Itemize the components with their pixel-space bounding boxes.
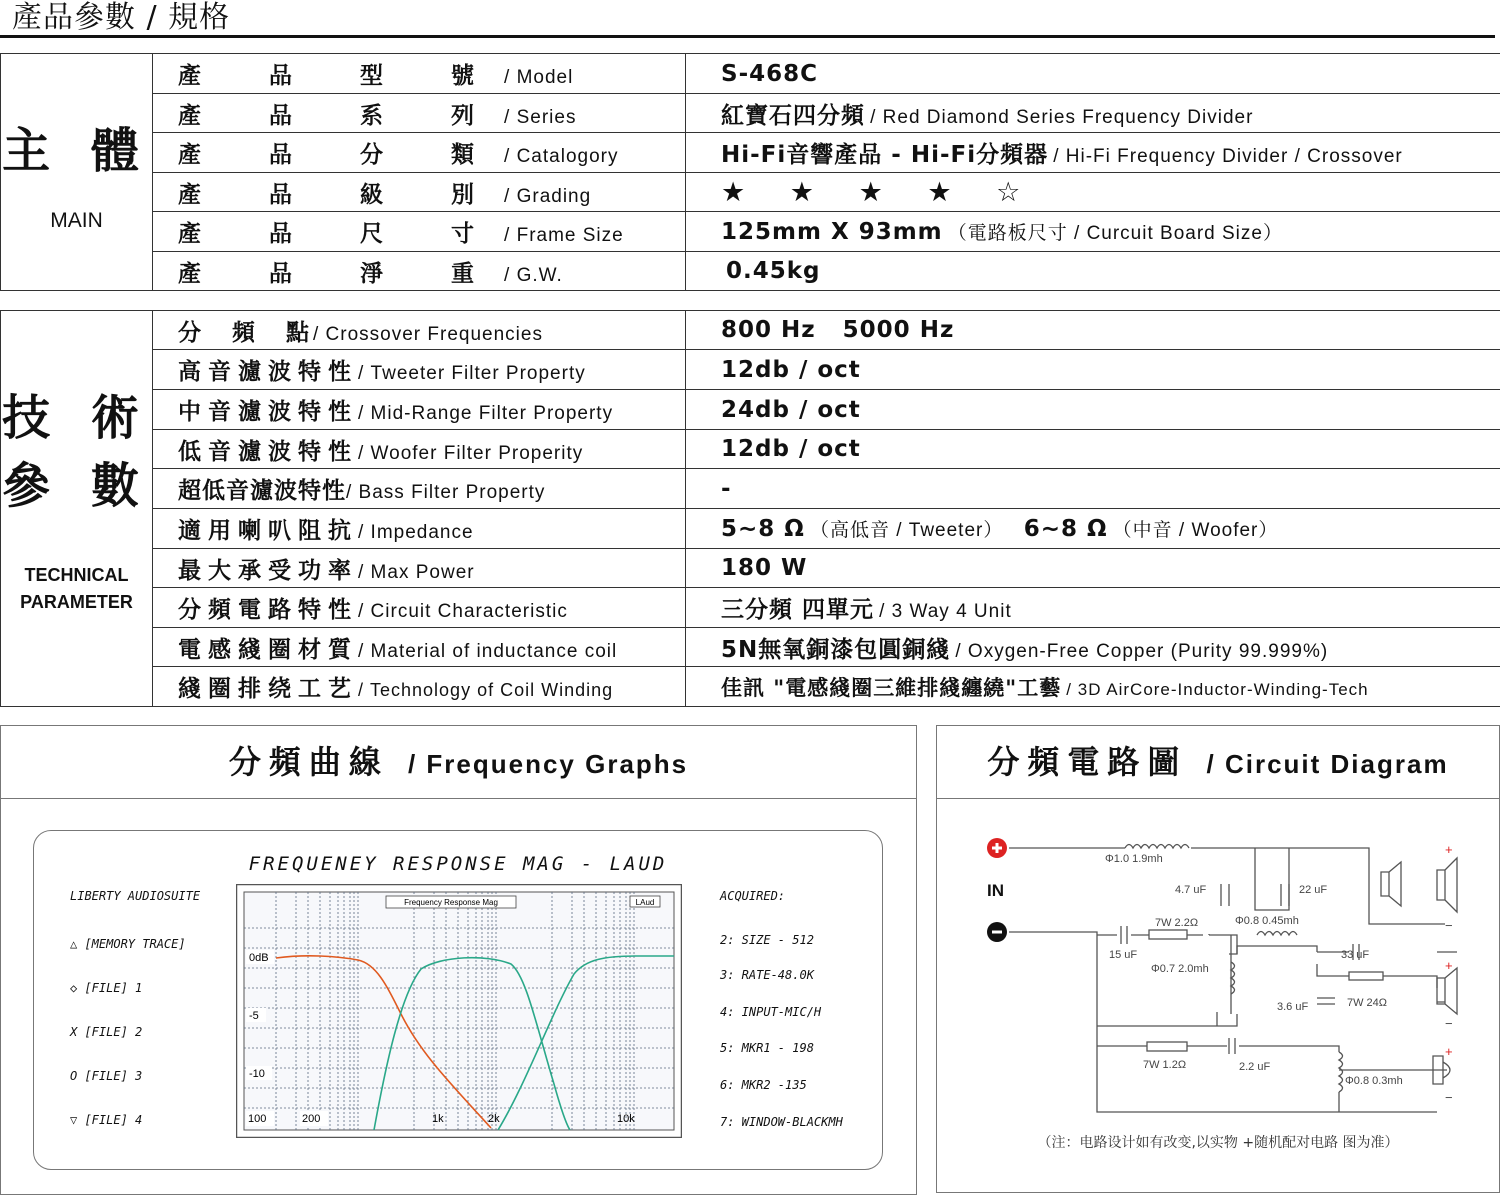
minus-sign: − xyxy=(1445,1090,1453,1105)
value-en: （高低音 / Tweeter） xyxy=(810,520,1003,541)
capacitor-2-2uf-icon xyxy=(1229,1038,1235,1054)
label-en: / Crossover Frequencies xyxy=(313,324,543,345)
tech-row-label xyxy=(153,350,686,390)
left-label: ▽ [FILE] 4 xyxy=(70,1113,142,1127)
label-zh: 產 品 分 類 xyxy=(178,142,504,168)
value-main: 12db / oct xyxy=(721,436,861,462)
inner-title: Frequency Response Mag xyxy=(404,898,498,907)
label-en: / Grading xyxy=(504,186,591,207)
value-en: （中音 / Woofer） xyxy=(1113,520,1279,541)
tech-row-label xyxy=(153,628,686,667)
frequency-graphs-title-zh: 分頻曲線 xyxy=(229,743,389,781)
label-en: / Series xyxy=(504,107,576,128)
y-tick-label: -10 xyxy=(249,1068,265,1080)
component-label: 4.7 uF xyxy=(1175,884,1206,896)
label-zh: 低音濾波特性 xyxy=(178,439,358,465)
technical-spec-table xyxy=(0,310,1500,707)
left-label: X [FILE] 2 xyxy=(70,1025,142,1039)
component-label: Φ1.0 1.9mh xyxy=(1105,853,1163,865)
rating-stars-icon: ★ ★ ★ ★ ☆ xyxy=(721,177,1038,208)
tech-row-value xyxy=(686,667,1500,707)
tweeter-2-speaker-icon xyxy=(1437,858,1457,912)
label-zh: 高音濾波特性 xyxy=(178,359,358,385)
capacitor-15uf-icon xyxy=(1121,926,1127,944)
label-en: / Technology of Coil Winding xyxy=(358,680,613,700)
graph-title: FREQUENEY RESPONSE MAG - LAUD xyxy=(34,853,882,875)
left-label: △ [MEMORY TRACE] xyxy=(70,937,186,951)
technical-category-en: PARAMETER xyxy=(1,589,152,616)
tech-row-value xyxy=(686,350,1500,390)
midrange-speaker-icon xyxy=(1437,968,1457,1014)
label-zh: 產 品 型 號 xyxy=(178,63,504,89)
main-row-value xyxy=(686,212,1500,252)
x-tick-label: 2k xyxy=(488,1113,500,1125)
label-en: / Mid-Range Filter Property xyxy=(358,403,613,424)
label-en: / G.W. xyxy=(504,265,563,286)
value-secondary: 6~8 Ω xyxy=(1024,516,1108,542)
tech-row-value xyxy=(686,390,1500,430)
tech-row-label xyxy=(153,588,686,628)
spec-header-title: 產品參數 / 規格 xyxy=(12,0,230,36)
label-en: / Tweeter Filter Property xyxy=(358,363,586,384)
x-tick-label: 1k xyxy=(432,1113,444,1125)
right-label: ACQUIRED: xyxy=(720,889,785,903)
label-zh: 電感綫圈材質 xyxy=(178,637,358,663)
right-label: 3: RATE-48.0K xyxy=(720,968,814,982)
component-label: 7W 2.2Ω xyxy=(1155,917,1198,929)
technical-category-zh: 技 術 xyxy=(1,384,152,452)
frequency-graphs-panel xyxy=(0,725,917,1195)
value-main: - xyxy=(721,476,732,502)
tech-row-label xyxy=(153,667,686,707)
tech-row-value xyxy=(686,311,1500,350)
value-en: / Red Diamond Series Frequency Divider xyxy=(870,107,1253,128)
value-main: 12db / oct xyxy=(721,357,861,383)
value-main: 24db / oct xyxy=(721,397,861,423)
component-label: Φ0.7 2.0mh xyxy=(1151,963,1209,975)
tech-row-label xyxy=(153,430,686,469)
component-label: 7W 1.2Ω xyxy=(1143,1059,1186,1071)
tech-row-label xyxy=(153,311,686,350)
technical-category-en: TECHNICAL xyxy=(1,562,152,589)
value-main: Hi-Fi音響產品 - Hi-Fi分頻器 xyxy=(721,142,1048,168)
value-main: 800 Hz 5000 Hz xyxy=(721,317,954,343)
frequency-graphs-title-en: / Frequency Graphs xyxy=(408,749,688,779)
frequency-graph-frame xyxy=(33,830,883,1170)
value-en: / Hi-Fi Frequency Divider / Crossover xyxy=(1053,146,1403,167)
tech-row-value xyxy=(686,588,1500,628)
label-en: / Woofer Filter Properity xyxy=(358,443,583,464)
tech-row-label xyxy=(153,509,686,549)
capacitor-3-6uf-icon xyxy=(1317,998,1335,1004)
label-en: / Material of inductance coil xyxy=(358,641,617,662)
left-label: LIBERTY AUDIOSUITE xyxy=(70,889,200,903)
label-zh: 超低音濾波特性 xyxy=(178,478,346,504)
label-zh: 產 品 淨 重 xyxy=(178,261,504,287)
component-label: 2.2 uF xyxy=(1239,1061,1270,1073)
main-row-label xyxy=(153,54,686,94)
label-zh: 中音濾波特性 xyxy=(178,399,358,425)
circuit-note: （注：电路设计如有改变,以实物 +随机配对电路 图为准） xyxy=(937,1132,1499,1152)
plus-sign: + xyxy=(1445,1044,1453,1059)
tech-row-label xyxy=(153,390,686,430)
label-en: / Catalogory xyxy=(504,146,618,167)
negative-terminal-icon xyxy=(987,922,1007,942)
right-label: 6: MKR2 -135 xyxy=(720,1078,807,1092)
inductor-0-45mh-icon xyxy=(1257,932,1297,936)
left-label: O [FILE] 3 xyxy=(70,1069,142,1083)
label-en: / Bass Filter Property xyxy=(346,482,545,503)
tech-row-value xyxy=(686,509,1500,549)
component-label: 22 uF xyxy=(1299,884,1327,896)
label-zh: 產 品 級 別 xyxy=(178,182,504,208)
right-label: 5: MKR1 - 198 xyxy=(720,1041,814,1055)
label-zh: 最大承受功率 xyxy=(178,558,358,584)
circuit-diagram-panel xyxy=(936,725,1500,1193)
label-zh: 分頻電路特性 xyxy=(178,597,358,623)
value-main: 0.45kg xyxy=(726,258,821,284)
minus-sign: − xyxy=(1445,1016,1453,1031)
value-main: 125mm X 93mm xyxy=(721,219,943,245)
main-row-value xyxy=(686,173,1500,212)
resistor-1-2ohm-icon xyxy=(1147,1042,1187,1051)
circuit-diagram-title-en: / Circuit Diagram xyxy=(1207,749,1449,779)
value-main: 5~8 Ω xyxy=(721,516,805,542)
label-zh: 綫圈排绕工艺 xyxy=(178,676,358,702)
value-main: 180 W xyxy=(721,555,807,581)
inner-badge: LAud xyxy=(636,898,655,907)
value-main: 5N無氧銅漆包圓銅綫 xyxy=(721,637,950,663)
tech-row-value xyxy=(686,430,1500,469)
frequency-response-plot xyxy=(236,884,682,1138)
x-tick-label: 200 xyxy=(302,1113,320,1125)
technical-category-cell xyxy=(1,311,153,707)
main-row-label xyxy=(153,212,686,252)
technical-category-zh: 參 數 xyxy=(1,452,152,520)
main-row-label xyxy=(153,252,686,291)
value-en: （電路板尺寸 / Curcuit Board Size） xyxy=(948,223,1283,244)
main-category-zh: 主 體 xyxy=(1,117,152,185)
y-tick-label: -5 xyxy=(249,1010,259,1022)
main-row-value xyxy=(686,133,1500,173)
resistor-24ohm-icon xyxy=(1349,972,1383,980)
component-label: 3.6 uF xyxy=(1277,1001,1308,1013)
header-rule xyxy=(0,35,1495,38)
x-tick-label: 10k xyxy=(617,1113,635,1125)
main-row-label xyxy=(153,133,686,173)
main-row-value xyxy=(686,252,1500,291)
value-en: / 3 Way 4 Unit xyxy=(879,601,1012,622)
component-label: 33 uF xyxy=(1341,949,1369,961)
component-label: 15 uF xyxy=(1109,949,1137,961)
tech-row-label xyxy=(153,469,686,509)
circuit-diagram-header xyxy=(937,726,1499,799)
crossover-circuit-schematic xyxy=(937,826,1497,1146)
value-main: 佳訊 "電感綫圈三維排綫纏繞"工藝 xyxy=(721,676,1061,700)
frequency-graphs-header xyxy=(1,726,916,799)
value-main: 紅寶石四分頻 xyxy=(721,103,865,129)
y-tick-label: 0dB xyxy=(249,952,269,964)
plus-sign: + xyxy=(1445,958,1453,973)
input-label: IN xyxy=(987,881,1004,900)
capacitor-4-7uf-icon xyxy=(1221,884,1229,906)
main-row-label xyxy=(153,94,686,133)
label-en: / Model xyxy=(504,67,573,88)
tech-row-value xyxy=(686,549,1500,588)
label-zh: 適用喇叭阻抗 xyxy=(178,518,358,544)
value-en: / Oxygen-Free Copper (Purity 99.999%) xyxy=(955,641,1328,662)
positive-terminal-icon xyxy=(987,838,1007,858)
capacitor-22uf-icon xyxy=(1281,884,1289,906)
right-label: 4: INPUT-MIC/H xyxy=(720,1005,821,1019)
minus-sign: − xyxy=(1445,918,1453,933)
label-zh: 分 頻 點 xyxy=(178,320,313,346)
value-main: S-468C xyxy=(721,61,818,87)
label-zh: 產 品 系 列 xyxy=(178,103,504,129)
component-label: Φ0.8 0.3mh xyxy=(1345,1075,1403,1087)
tech-row-value xyxy=(686,469,1500,509)
component-label: Φ0.8 0.45mh xyxy=(1235,915,1299,927)
value-main: 三分頻 四單元 xyxy=(721,597,874,623)
resistor-2-2ohm-icon xyxy=(1149,930,1187,939)
label-en: / Frame Size xyxy=(504,225,624,246)
x-tick-label: 100 xyxy=(248,1113,266,1125)
plus-sign: + xyxy=(1445,842,1453,857)
inductor-0-3mh-icon xyxy=(1339,1052,1343,1092)
label-zh: 產 品 尺 寸 xyxy=(178,221,504,247)
main-row-value xyxy=(686,94,1500,133)
label-en: / Impedance xyxy=(358,522,474,543)
label-en: / Max Power xyxy=(358,562,475,583)
right-label: 7: WINDOW-BLACKMH xyxy=(720,1115,843,1129)
main-row-label xyxy=(153,173,686,212)
main-row-value xyxy=(686,54,1500,94)
tech-row-value xyxy=(686,628,1500,667)
circuit-diagram-title-zh: 分頻電路圖 xyxy=(987,743,1187,781)
inductor-1-9mh-icon xyxy=(1125,845,1189,849)
label-en: / Circuit Characteristic xyxy=(358,601,568,622)
main-category-cell xyxy=(1,54,153,291)
right-label: 2: SIZE - 512 xyxy=(720,933,814,947)
main-category-en: MAIN xyxy=(1,207,152,234)
tweeter-speaker-icon xyxy=(1369,860,1401,906)
component-label: 7W 24Ω xyxy=(1347,997,1387,1009)
tech-row-label xyxy=(153,549,686,588)
main-spec-table xyxy=(0,53,1500,291)
left-label: ◇ [FILE] 1 xyxy=(70,981,142,995)
value-en: / 3D AirCore-Inductor-Winding-Tech xyxy=(1066,680,1368,699)
